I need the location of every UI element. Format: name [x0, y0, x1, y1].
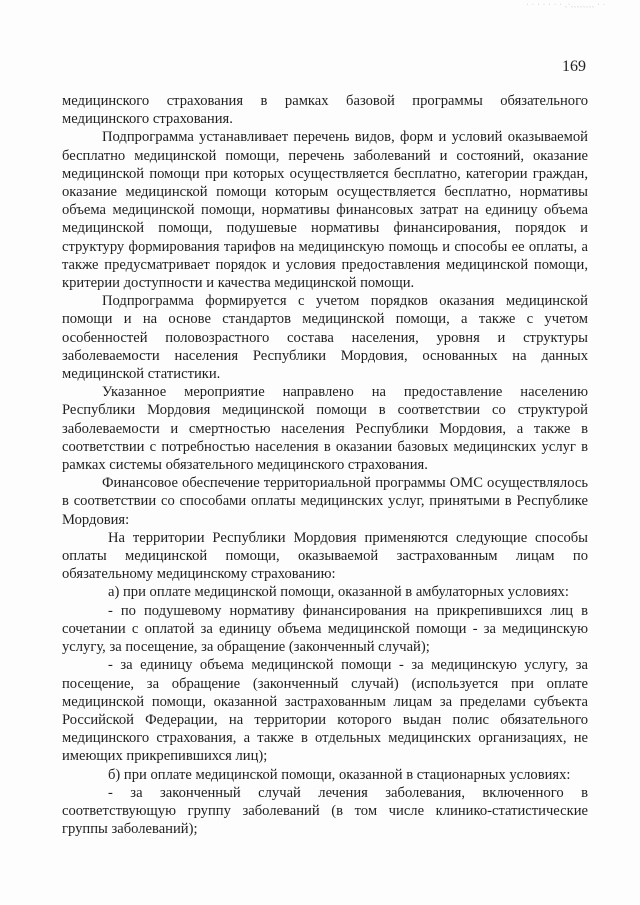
- paragraph-continuation: медицинского страхования в рамках базовой программы обязательного медицинского страхования.: [62, 93, 588, 128]
- page-number: 169: [562, 58, 586, 75]
- list-heading-inpatient: б) при оплате медицинской помощи, оказанной в стационарных условиях:: [108, 766, 571, 783]
- paragraph-financing: Финансовое обеспечение территориальной программы ОМС осуществлялось в соответствии со способами оплаты медицинских услуг, принятыми в Республике Мордовия:: [62, 475, 588, 528]
- scan-artifact: · · · · · · · ˏ·ˏˏˏˏˏˏˏˏ · ·: [526, 2, 606, 8]
- paragraph-subprogram-scope: Подпрограмма устанавливает перечень видов, форм и условий оказываемой бесплатно медицинской помощи, перечень заболеваний и состояний, оказание медицинской помощи при которых осуществляется бесплатно, категории граждан, оказание медицинской помощи которым осуществляется бесплатно, нормативы объема медицинской помощи, нормативы финансовых затрат на единицу объема медицинской помощи, подушевые нормативы финансирования, порядок и структуру формирования тарифов на медицинскую помощь и способы ее оплаты, а также предусматривает порядок и условия предоставления медицинской помощи, критерии доступности и качества медицинской помощи.: [62, 129, 588, 292]
- list-item-unit-volume: - за единицу объема медицинской помощи - за медицинскую услугу, за посещение, за обращение (законченный случай) (используется при оплате медицинской помощи, оказанной застрахованным лицам за пределами субъекта Российской Федерации, на территории которого выдан полис обязательного медицинского страхования, а также в отдельных медицинских организациях, не имеющих прикрепившихся лиц);: [62, 657, 588, 765]
- document-body: [62, 92, 588, 838]
- paragraph-subprogram-formation: Подпрограмма формируется с учетом порядков оказания медицинской помощи и на основе стандартов медицинской помощи, а также с учетом особенностей половозрастного состава населения, уровня и структуры заболеваемости населения Республики Мордовия, основанных на данных медицинской статистики.: [62, 293, 588, 383]
- paragraph-measure-purpose: Указанное мероприятие направлено на предоставление населению Республики Мордовия медицинской помощи в соответствии со структурой заболеваемости и смертностью населения Республики Мордовия, а также в соответствии с потребностью населения в оказании базовых медицинских услуг в рамках системы обязательного медицинского страхования.: [62, 384, 588, 474]
- list-heading-outpatient: а) при оплате медицинской помощи, оказанной в амбулаторных условиях:: [108, 584, 569, 601]
- list-item-completed-case: - за законченный случай лечения заболевания, включенного в соответствующую группу заболеваний (в том числе клинико-статистические группы заболеваний);: [62, 784, 588, 838]
- list-item-per-capita: - по подушевому нормативу финансирования на прикрепившихся лиц в сочетании с оплатой за единицу объема медицинской помощи - за медицинскую услугу, за посещение, за обращение (законченный случай);: [62, 602, 588, 656]
- paragraph-payment-methods-intro: На территории Республики Мордовия применяются следующие способы оплаты медицинской помощи, оказываемой застрахованным лицам по обязательному медицинскому страхованию:: [62, 529, 588, 583]
